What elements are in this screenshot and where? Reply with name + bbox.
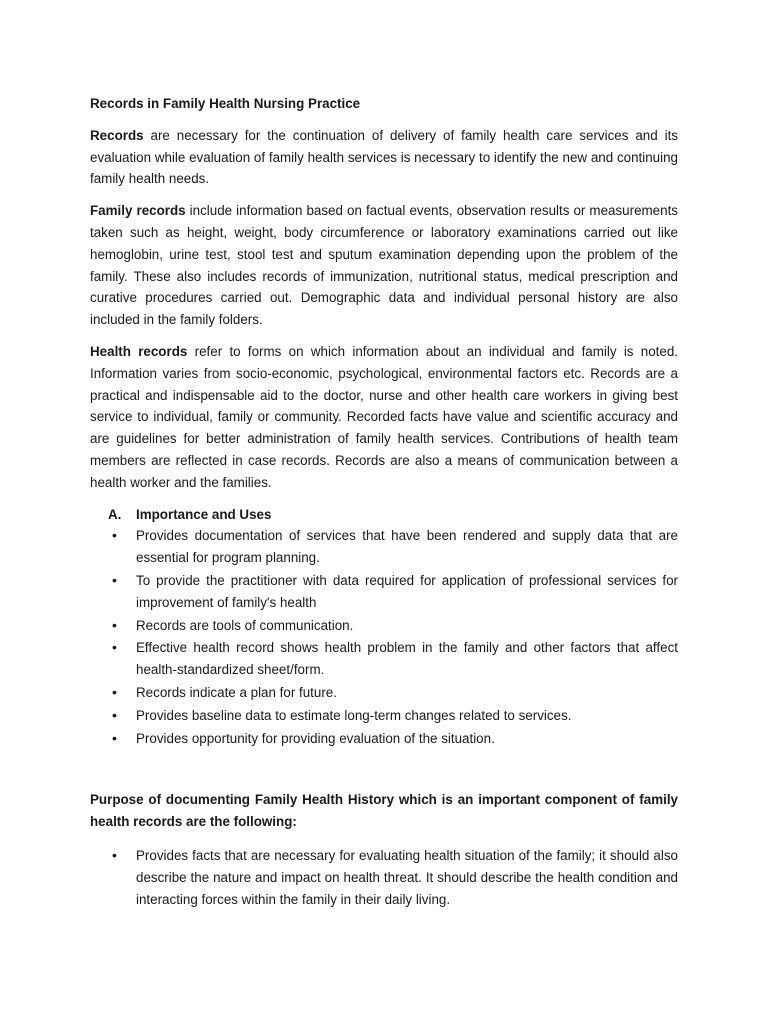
term-health-records: Health records — [90, 343, 188, 359]
list-item-text: Effective health record shows health problem in the family and other factors that affect health-standardized sheet/form. — [136, 640, 678, 678]
list-item — [90, 682, 678, 704]
paragraph-records — [90, 125, 678, 190]
importance-list — [90, 525, 678, 749]
section-a-letter: A. — [108, 506, 122, 522]
list-item — [90, 705, 678, 727]
list-item — [90, 845, 678, 910]
list-item-text: Records are tools of communication. — [136, 617, 354, 633]
document-page — [90, 93, 678, 911]
bullet-icon: • — [112, 846, 117, 863]
term-records: Records — [90, 127, 144, 143]
bullet-icon: • — [112, 706, 117, 723]
list-item — [90, 728, 678, 750]
list-item — [90, 615, 678, 637]
list-item-text: Provides facts that are necessary for evaluating health situation of the family; it should also describe the nature and impact on health threat. It should describe the health condition and interacting forces within the family in their daily living. — [136, 847, 678, 907]
paragraph-health-records — [90, 341, 678, 494]
purpose-heading: Purpose of documenting Family Health History which is an important component of family health records are the following: — [90, 792, 678, 830]
purpose-list — [90, 845, 678, 910]
list-item-text: Records indicate a plan for future. — [136, 684, 337, 700]
list-item-text: Provides opportunity for providing evaluation of the situation. — [136, 730, 495, 746]
section-a-title: Importance and Uses — [136, 506, 272, 522]
list-item — [90, 637, 678, 681]
list-item-text: To provide the practitioner with data required for application of professional services for improvement of family's health — [136, 572, 678, 610]
bullet-icon: • — [112, 527, 117, 544]
list-item — [90, 525, 678, 569]
list-item-text: Provides documentation of services that have been rendered and supply data that are essential for program planning. — [136, 528, 678, 566]
document-title: Records in Family Health Nursing Practice — [90, 96, 361, 111]
bullet-icon: • — [112, 639, 117, 656]
paragraph-health-records-text: refer to forms on which information about an individual and family is noted. Information varies from socio-economic, psychological, environmental factors etc. Records are a practical and indispensable aid to the doctor, nurse and other health care workers in giving best service to individual, family or community. Recorded facts have value and scientific accuracy and are guidelines for better administration of family health services. Contributions of health team members are reflected in case records. Records are also a means of communication between a health worker and the families. — [90, 343, 678, 490]
list-item-text: Provides baseline data to estimate long-term changes related to services. — [136, 707, 572, 723]
bullet-icon: • — [112, 571, 117, 588]
term-family-records: Family records — [90, 203, 186, 219]
paragraph-records-text: are necessary for the continuation of delivery of family health care services and its evaluation while evaluation of family health services is necessary to identify the new and continuing family health needs. — [90, 127, 678, 187]
bullet-icon: • — [112, 683, 117, 700]
paragraph-family-records — [90, 200, 678, 331]
bullet-icon: • — [112, 729, 117, 746]
paragraph-family-records-text: include information based on factual events, observation results or measurements taken such as height, weight, body circumference or laboratory examinations carried out like hemoglobin, urine test, stool test and sputum examination depending upon the problem of the family. These also includes records of immunization, nutritional status, medical prescription and curative procedures carried out. Demographic data and individual personal history are also included in the family folders. — [90, 203, 678, 328]
section-a-heading — [90, 504, 678, 526]
bullet-icon: • — [112, 616, 117, 633]
list-item — [90, 570, 678, 614]
